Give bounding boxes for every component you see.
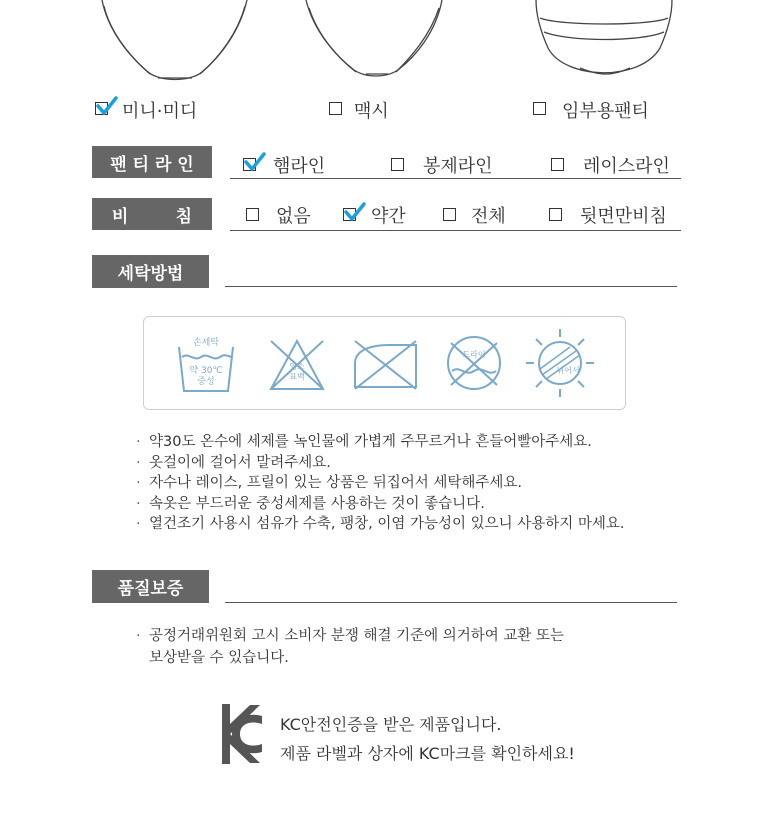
- panty-line-underline: [230, 178, 681, 179]
- size-maxi-checkbox[interactable]: [329, 102, 342, 115]
- check-icon: [343, 201, 367, 223]
- no-bleach-text-1: 염소: [289, 362, 305, 371]
- panty-line-sewn-label: 봉제라인: [423, 156, 493, 177]
- quality-notes: [136, 625, 564, 669]
- no-dryclean-icon: [448, 337, 500, 389]
- no-iron-icon: [355, 341, 416, 389]
- shade-dry-text: 뉘어서: [556, 366, 580, 375]
- washing-note: · 옷걸이에 걸어서 말려주세요.: [136, 453, 625, 474]
- washing-header: 세탁방법: [92, 255, 209, 288]
- washing-note: · 열건조기 사용시 섬유가 수축, 팽창, 이염 가능성이 있으니 사용하지 마세요.: [136, 514, 625, 535]
- shade-dry-icon: [526, 329, 594, 397]
- kc-line2: 제품 라벨과 상자에 KC마크를 확인하세요!: [280, 744, 575, 763]
- washing-note: · 속옷은 부드러운 중성세제를 사용하는 것이 좋습니다.: [136, 494, 625, 515]
- check-icon: [243, 151, 267, 173]
- quality-underline: [225, 602, 677, 603]
- no-dryclean-text: 드라이: [462, 350, 486, 359]
- panty-maxi-illustration: [306, 0, 442, 76]
- see-through-none-checkbox[interactable]: [246, 208, 259, 221]
- kc-line1: KC안전인증을 받은 제품입니다.: [280, 715, 502, 734]
- see-through-none-label: 없음: [276, 206, 311, 227]
- see-through-underline: [230, 230, 681, 231]
- panty-line-lace-checkbox[interactable]: [551, 158, 564, 171]
- see-through-slight-label: 약간: [371, 206, 406, 227]
- kc-logo: [220, 702, 266, 766]
- size-maternity-checkbox[interactable]: [533, 102, 546, 115]
- no-bleach-text-2: 표백: [289, 372, 305, 381]
- see-through-header: 비 침: [92, 198, 212, 230]
- panty-line-header: 팬 티 라 인: [92, 146, 212, 178]
- see-through-back-label: 뒷면만비침: [580, 206, 667, 227]
- see-through-full-checkbox[interactable]: [443, 208, 456, 221]
- panty-illustrations: [0, 0, 780, 92]
- hand-wash-text-bot: 중성: [197, 377, 215, 387]
- hand-wash-text-mid: 약 30℃: [189, 366, 223, 376]
- size-maternity-label: 임부용팬티: [562, 101, 649, 122]
- see-through-back-checkbox[interactable]: [549, 208, 562, 221]
- washing-underline: [225, 286, 677, 287]
- size-maxi-label: 맥시: [354, 101, 389, 122]
- size-mini-label: 미니·미디: [122, 101, 198, 122]
- care-icons-panel: [143, 316, 626, 410]
- washing-note: · 약30도 온수에 세제를 녹인물에 가볍게 주무르거나 흔들어빨아주세요.: [136, 432, 625, 453]
- see-through-full-label: 전체: [471, 206, 506, 227]
- panty-mini-illustration: [102, 0, 247, 80]
- quality-note: · 공정거래위원회 고시 소비자 분쟁 해결 기준에 의거하여 교환 또는 보상받을 수 있습니다.: [136, 625, 564, 669]
- panty-line-lace-label: 레이스라인: [583, 156, 670, 177]
- quality-header: 품질보증: [92, 570, 209, 603]
- washing-note: · 자수나 레이스, 프릴이 있는 상품은 뒤집어서 세탁해주세요.: [136, 473, 625, 494]
- washing-notes: [136, 432, 625, 535]
- panty-line-hem-label: 햄라인: [273, 156, 326, 177]
- check-icon: [95, 95, 119, 117]
- panty-line-sewn-checkbox[interactable]: [391, 158, 404, 171]
- hand-wash-text-top: 손세탁: [192, 338, 220, 348]
